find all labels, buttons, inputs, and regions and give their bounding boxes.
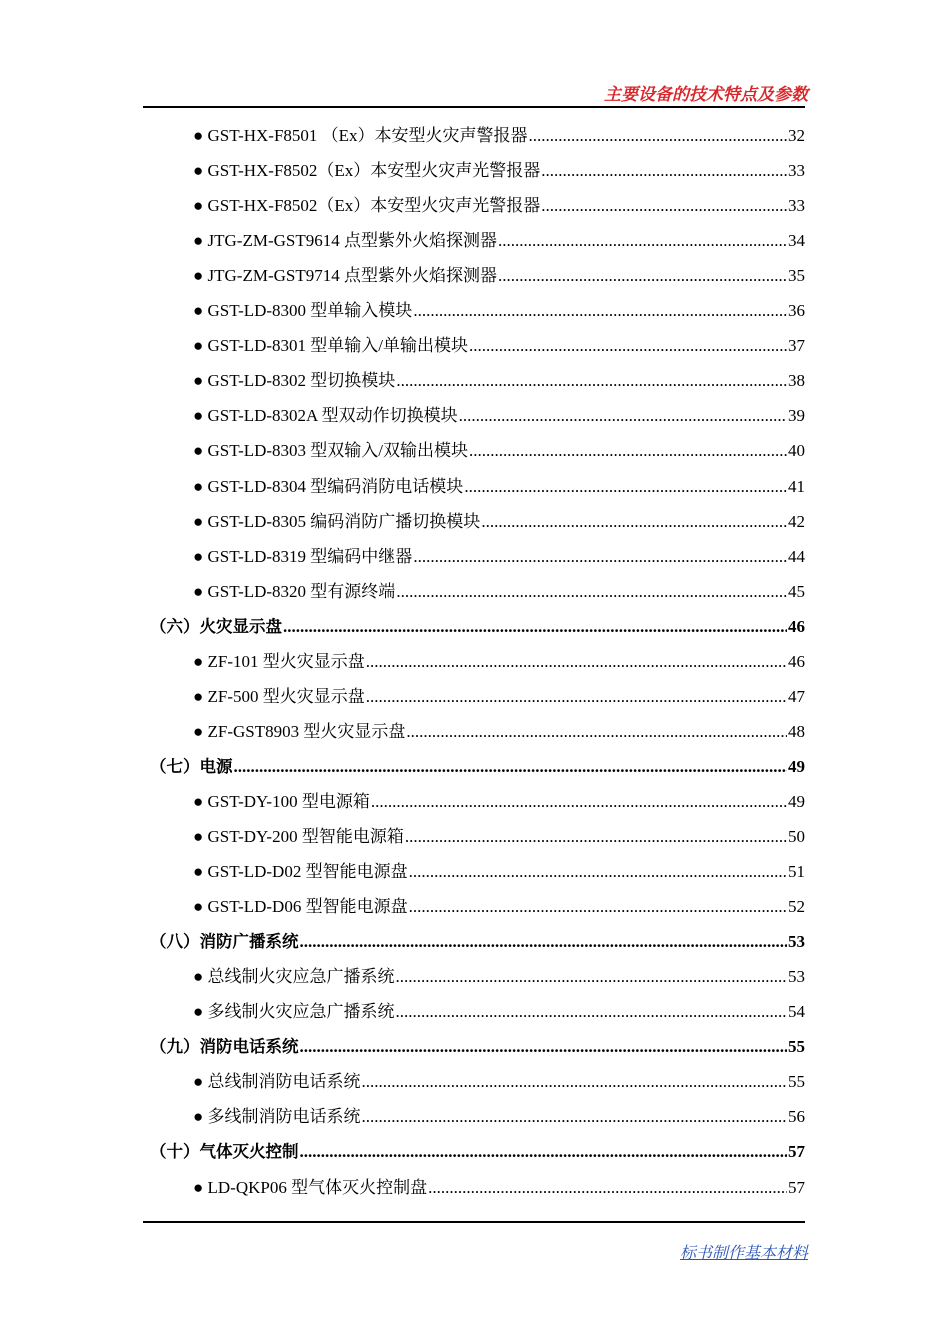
toc-section-entry[interactable] — [150, 924, 805, 959]
footer-rule — [143, 1221, 805, 1223]
toc-entry-label: ● JTG-ZM-GST9614 点型紫外火焰探测器 — [193, 231, 497, 251]
toc-page-number: 57 — [788, 1177, 805, 1197]
toc-dot-leader — [405, 819, 787, 854]
toc-item-entry[interactable] — [193, 994, 805, 1029]
toc-entry-label: ● ZF-500 型火灾显示盘 — [193, 686, 365, 706]
toc-entry-label: （九）消防电话系统 — [150, 1037, 299, 1057]
toc-dot-leader — [409, 889, 787, 924]
toc-page-number: 55 — [788, 1037, 805, 1057]
toc-page-number: 36 — [788, 301, 805, 321]
toc-item-entry[interactable] — [193, 118, 805, 153]
toc-entry-label: ● GST-LD-D02 型智能电源盘 — [193, 862, 408, 882]
toc-entry-label: ● 总线制消防电话系统 — [193, 1072, 361, 1092]
toc-dot-leader — [413, 539, 787, 574]
toc-entry-label: ● ZF-101 型火灾显示盘 — [193, 651, 365, 671]
toc-entry-label: ● GST-LD-8302 型切换模块 — [193, 371, 396, 391]
toc-item-entry[interactable] — [193, 644, 805, 679]
toc-entry-label: ● GST-LD-8319 型编码中继器 — [193, 546, 413, 566]
toc-dot-leader — [413, 293, 787, 328]
toc-page-number: 52 — [788, 897, 805, 917]
running-header: 主要设备的技术特点及参数 — [604, 85, 808, 105]
toc-dot-leader — [396, 994, 787, 1029]
toc-entry-label: ● 多线制消防电话系统 — [193, 1107, 361, 1127]
toc-section-entry[interactable] — [150, 609, 805, 644]
toc-entry-label: （八）消防广播系统 — [150, 932, 299, 952]
toc-dot-leader — [362, 1064, 787, 1099]
toc-item-entry[interactable] — [193, 539, 805, 574]
toc-entry-label: ● GST-LD-8301 型单输入/单输出模块 — [193, 336, 469, 356]
toc-dot-leader — [406, 714, 787, 749]
toc-page-number: 38 — [788, 371, 805, 391]
toc-dot-leader — [396, 574, 787, 609]
toc-dot-leader — [469, 433, 787, 468]
toc-entry-label: ● GST-LD-8304 型编码消防电话模块 — [193, 476, 464, 496]
toc-dot-leader — [234, 749, 788, 784]
toc-page-number: 48 — [788, 721, 805, 741]
toc-item-entry[interactable] — [193, 223, 805, 258]
toc-page-number: 34 — [788, 231, 805, 251]
toc-dot-leader — [300, 1134, 788, 1169]
toc-page-number: 54 — [788, 1002, 805, 1022]
running-footer: 标书制作基本材料 — [679, 1243, 808, 1262]
toc-page-number: 51 — [788, 862, 805, 882]
toc-entry-label: ● GST-LD-8302A 型双动作切换模块 — [193, 406, 458, 426]
toc-section-entry[interactable] — [150, 1134, 805, 1169]
toc-dot-leader — [541, 153, 787, 188]
toc-section-entry[interactable] — [150, 749, 805, 784]
toc-dot-leader — [300, 1029, 788, 1064]
toc-dot-leader — [469, 328, 787, 363]
toc-entry-label: ● GST-DY-200 型智能电源箱 — [193, 827, 404, 846]
toc-page-number: 33 — [788, 196, 805, 216]
header-rule — [143, 106, 805, 108]
toc-entry-label: （六）火灾显示盘 — [150, 616, 282, 636]
toc-entry-label: ● GST-DY-100 型电源箱 — [193, 791, 370, 811]
toc-item-entry[interactable] — [193, 1064, 805, 1099]
toc-dot-leader — [409, 854, 787, 889]
toc-entry-label: ● LD-QKP06 型气体灭火控制盘 — [193, 1177, 428, 1197]
toc-page-number: 47 — [788, 686, 805, 706]
toc-item-entry[interactable] — [193, 188, 805, 223]
toc-item-entry[interactable] — [193, 328, 805, 363]
toc-dot-leader — [300, 924, 788, 959]
toc-section-entry[interactable] — [150, 1029, 805, 1064]
toc-page-number: 45 — [788, 581, 805, 601]
toc-item-entry[interactable] — [193, 363, 805, 398]
toc-entry-label: ● GST-HX-F8502（Ex）本安型火灾声光警报器 — [193, 196, 541, 216]
toc-item-entry[interactable] — [193, 258, 805, 293]
toc-dot-leader — [371, 784, 787, 819]
toc-dot-leader — [362, 1099, 787, 1134]
toc-dot-leader — [396, 363, 787, 398]
toc-item-entry[interactable] — [193, 469, 805, 504]
toc-page-number: 49 — [788, 791, 805, 811]
toc-page-number: 35 — [788, 266, 805, 286]
toc-entry-label: （七）电源 — [150, 756, 233, 776]
toc-entry-label: ● GST-LD-8305 编码消防广播切换模块 — [193, 511, 481, 531]
toc-entry-label: （十）气体灭火控制 — [150, 1142, 299, 1162]
toc-page-number: 39 — [788, 406, 805, 426]
toc-item-entry[interactable] — [193, 398, 805, 433]
toc-entry-label: ● 多线制火灾应急广播系统 — [193, 1002, 395, 1022]
toc-item-entry[interactable] — [193, 819, 805, 854]
toc-entry-label: ● GST-LD-8300 型单输入模块 — [193, 301, 413, 321]
toc-item-entry[interactable] — [193, 854, 805, 889]
toc-item-entry[interactable] — [193, 1099, 805, 1134]
toc-page-number: 56 — [788, 1107, 805, 1127]
toc-dot-leader — [428, 1170, 787, 1205]
toc-page-number: 41 — [788, 476, 805, 496]
toc-page-number: 42 — [788, 511, 805, 531]
toc-page-number: 32 — [788, 126, 805, 145]
toc-entry-label: ● GST-HX-F8501 （Ex）本安型火灾声警报器 — [193, 126, 528, 145]
toc-page-number: 46 — [788, 651, 805, 671]
toc-dot-leader — [481, 504, 787, 539]
toc-dot-leader — [459, 398, 787, 433]
toc-dot-leader — [464, 469, 787, 504]
toc-item-entry[interactable] — [193, 959, 805, 994]
toc-dot-leader — [498, 258, 787, 293]
toc-entry-label: ● GST-LD-8320 型有源终端 — [193, 581, 396, 601]
toc-entry-label: ● ZF-GST8903 型火灾显示盘 — [193, 721, 406, 741]
toc-item-entry[interactable] — [193, 433, 805, 468]
toc-item-entry[interactable] — [193, 574, 805, 609]
toc-item-entry[interactable] — [193, 889, 805, 924]
toc-item-entry[interactable] — [193, 784, 805, 819]
toc-entry-label: ● JTG-ZM-GST9714 点型紫外火焰探测器 — [193, 266, 497, 286]
toc-entry-label: ● 总线制火灾应急广播系统 — [193, 967, 395, 987]
toc-page-number: 37 — [788, 336, 805, 356]
toc-page-number: 55 — [788, 1072, 805, 1092]
toc-dot-leader — [498, 223, 787, 258]
toc-page-number: 53 — [788, 932, 805, 952]
toc-page-number: 46 — [788, 616, 805, 636]
toc-page-number: 33 — [788, 161, 805, 181]
toc-item-entry[interactable] — [193, 714, 805, 749]
toc-dot-leader — [541, 188, 787, 223]
toc-dot-leader — [529, 118, 787, 153]
toc-page-number: 40 — [788, 441, 805, 461]
toc-page-number: 44 — [788, 546, 805, 566]
toc-page-number: 50 — [788, 827, 805, 846]
toc-item-entry[interactable] — [193, 679, 805, 714]
toc-dot-leader — [283, 609, 787, 644]
toc-item-entry[interactable] — [193, 153, 805, 188]
toc-entry-label: ● GST-HX-F8502（Ex）本安型火灾声光警报器 — [193, 161, 541, 181]
toc-entry-label: ● GST-LD-D06 型智能电源盘 — [193, 897, 408, 917]
toc-page-number: 57 — [788, 1142, 805, 1162]
toc-entry-label: ● GST-LD-8303 型双输入/双输出模块 — [193, 441, 469, 461]
toc-item-entry[interactable] — [193, 504, 805, 539]
toc-page-number: 49 — [788, 756, 805, 776]
toc-item-entry[interactable] — [193, 1170, 805, 1205]
toc-item-entry[interactable] — [193, 293, 805, 328]
toc-dot-leader — [366, 679, 787, 714]
toc-page-number: 53 — [788, 967, 805, 987]
toc-dot-leader — [396, 959, 787, 994]
toc-dot-leader — [366, 644, 787, 679]
